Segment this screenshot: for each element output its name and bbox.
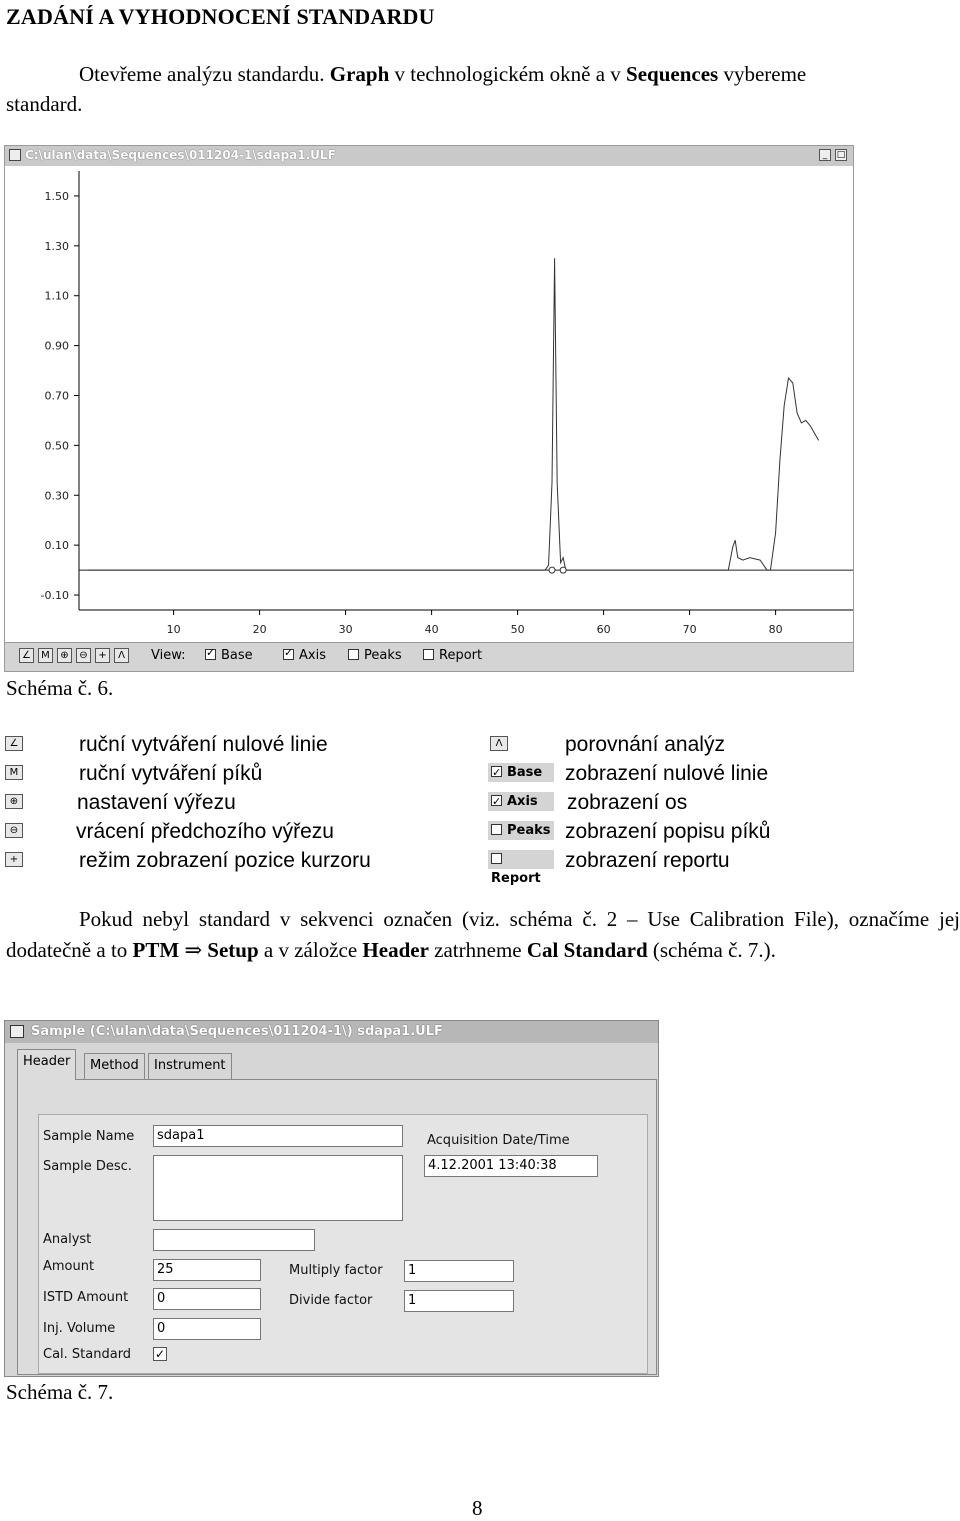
- legend-text: ruční vytváření píků: [79, 762, 263, 785]
- multiply-factor-label: Multiply factor: [289, 1263, 383, 1278]
- graph-window-titlebar: [5, 146, 853, 166]
- legend-axis-checkbox: [488, 792, 554, 811]
- para2-bold-header: Header: [362, 938, 429, 962]
- chromatogram-series-line: [88, 258, 819, 570]
- peaks-icon: M: [5, 765, 23, 780]
- peaks-icon[interactable]: M: [38, 648, 53, 663]
- para2-bold-ptm: PTM: [132, 938, 180, 962]
- tab-method[interactable]: Method: [84, 1053, 145, 1079]
- x-tick-label: 40: [424, 623, 439, 636]
- cursor-crosshair-icon: +: [5, 852, 23, 867]
- sample-desc-input[interactable]: [153, 1155, 403, 1221]
- chromatogram-chart: [5, 166, 853, 644]
- x-tick-label: 50: [510, 623, 525, 636]
- divide-factor-input[interactable]: 1: [404, 1290, 514, 1312]
- maximize-icon[interactable]: □: [836, 150, 846, 160]
- divide-factor-label: Divide factor: [289, 1293, 373, 1308]
- app-icon: [10, 1025, 24, 1038]
- checkbox-icon: [491, 824, 502, 835]
- y-tick-label: 0.90: [44, 339, 69, 353]
- sample-dialog-title: Sample (C:\ulan\data\Sequences\011204-1\) sdapa1.ULF: [31, 1024, 443, 1039]
- checkbox-label: Axis: [507, 794, 538, 809]
- intro-text-2: v technologickém okně a v: [389, 62, 627, 86]
- x-tick-label: 60: [596, 623, 611, 636]
- intro-line2: standard.: [6, 92, 83, 116]
- paragraph-calibration: [6, 904, 960, 966]
- legend-text: zobrazení popisu píků: [565, 820, 771, 843]
- intro-text-1: Otevřeme analýzu standardu.: [79, 62, 330, 86]
- legend-text: zobrazení os: [567, 791, 688, 814]
- cal-standard-checkbox[interactable]: ✓: [154, 1347, 166, 1361]
- y-tick-label: 1.10: [44, 289, 69, 303]
- checkbox-icon: [491, 853, 502, 864]
- checkbox-label: Peaks: [364, 648, 402, 663]
- caption-schema-7: Schéma č. 7.: [6, 1380, 114, 1404]
- zoom-in-icon[interactable]: ⊕: [57, 648, 72, 663]
- checkbox-label: Report: [491, 871, 541, 886]
- sample-desc-label: Sample Desc.: [43, 1159, 132, 1174]
- zoom-in-icon: ⊕: [5, 794, 23, 809]
- page-number: 8: [472, 1496, 483, 1520]
- para2-bold-setup: Setup: [207, 938, 259, 962]
- checkbox-label: Base: [221, 648, 253, 663]
- checkbox-label: Peaks: [507, 823, 551, 838]
- multiply-factor-input[interactable]: 1: [404, 1260, 514, 1282]
- tab-instrument[interactable]: Instrument: [148, 1053, 232, 1079]
- x-tick-label: 30: [338, 623, 353, 636]
- checkbox-label: Report: [439, 648, 483, 663]
- tab-header[interactable]: Header: [17, 1049, 76, 1080]
- istd-amount-label: ISTD Amount: [43, 1290, 129, 1305]
- intro-line1: [79, 60, 806, 89]
- para2-text-2: a v záložce: [258, 938, 363, 962]
- para2-arrow: ⇒: [179, 938, 208, 962]
- compare-icon[interactable]: Λ: [114, 648, 129, 663]
- legend-base-checkbox: [488, 763, 554, 782]
- graph-toolbar: [5, 642, 853, 671]
- sample-name-input[interactable]: sdapa1: [153, 1125, 403, 1147]
- x-tick-label: 70: [682, 623, 697, 636]
- view-axis-checkbox[interactable]: [283, 648, 326, 663]
- y-tick-label: 0.10: [44, 539, 69, 553]
- sample-dialog: [4, 1020, 659, 1377]
- graph-window-title: C:\ulan\data\Sequences\011204-1\sdapa1.ULF: [25, 148, 336, 162]
- header-panel: [17, 1079, 657, 1375]
- zoom-out-icon: ⊖: [5, 823, 23, 838]
- para2-text-1: Pokud nebyl standard v sekvenci označen (viz. schéma č. 2 – Use Calibration File), označíme jej dodatečně a to: [6, 907, 960, 962]
- y-tick-label: 0.50: [44, 439, 69, 453]
- checkbox-label: Base: [507, 765, 543, 780]
- y-tick-label: -0.10: [40, 589, 69, 603]
- para2-bold-cal-standard: Cal Standard: [526, 938, 648, 962]
- analyst-input[interactable]: [153, 1229, 315, 1251]
- checkbox-icon: [491, 766, 502, 777]
- sample-dialog-titlebar: [5, 1021, 658, 1043]
- acquisition-input[interactable]: 4.12.2001 13:40:38: [424, 1155, 598, 1177]
- checkbox-icon: [205, 649, 216, 660]
- y-tick-label: 1.30: [44, 239, 69, 253]
- view-base-checkbox[interactable]: [205, 648, 253, 663]
- cursor-crosshair-icon[interactable]: +: [95, 648, 110, 663]
- view-report-checkbox[interactable]: [423, 648, 482, 663]
- istd-amount-input[interactable]: 0: [153, 1288, 261, 1310]
- x-tick-label: 80: [768, 623, 783, 636]
- analyst-label: Analyst: [43, 1232, 92, 1247]
- y-tick-label: 0.30: [44, 489, 69, 503]
- page-heading: ZADÁNÍ A VYHODNOCENÍ STANDARDU: [6, 4, 435, 29]
- legend-text: ruční vytváření nulové linie: [79, 733, 328, 756]
- amount-input[interactable]: 25: [153, 1259, 261, 1281]
- app-icon: [9, 149, 21, 161]
- caption-schema-6: Schéma č. 6.: [6, 676, 114, 700]
- header-form: [38, 1114, 648, 1374]
- intro-bold-graph: Graph: [329, 62, 390, 86]
- legend-text: režim zobrazení pozice kurzoru: [79, 849, 371, 872]
- legend-text: zobrazení reportu: [565, 849, 730, 872]
- legend-text: vrácení předchozího výřezu: [76, 820, 334, 843]
- view-peaks-checkbox[interactable]: [348, 648, 402, 663]
- checkbox-icon: [348, 649, 359, 660]
- legend-text: nastavení výřezu: [77, 791, 236, 814]
- intro-text-3: vybereme: [718, 62, 807, 86]
- legend-text: zobrazení nulové linie: [565, 762, 769, 785]
- acquisition-label: Acquisition Date/Time: [427, 1133, 570, 1148]
- inj-volume-label: Inj. Volume: [43, 1321, 116, 1336]
- checkbox-icon: [423, 649, 434, 660]
- intro-bold-sequences: Sequences: [626, 62, 719, 86]
- para2-text-3: zatrhneme: [428, 938, 527, 962]
- y-tick-label: 1.50: [44, 189, 69, 203]
- legend-peaks-checkbox: [488, 821, 554, 840]
- peak-marker: [549, 567, 555, 573]
- checkbox-icon: [283, 649, 294, 660]
- baseline-icon: ∠: [5, 736, 23, 751]
- baseline-icon[interactable]: ∠: [19, 648, 34, 663]
- cal-standard-label: Cal. Standard: [43, 1347, 132, 1362]
- zoom-out-icon[interactable]: ⊖: [76, 648, 91, 663]
- sample-name-label: Sample Name: [43, 1129, 135, 1144]
- para2-text-4: (schéma č. 7.).: [647, 938, 776, 962]
- peak-marker: [560, 567, 566, 573]
- legend-report-checkbox: [488, 850, 554, 886]
- graph-window: [4, 145, 854, 672]
- y-tick-label: 0.70: [44, 389, 69, 403]
- amount-label: Amount: [43, 1259, 95, 1274]
- checkbox-label: Axis: [299, 648, 326, 663]
- checkbox-icon: [491, 795, 502, 806]
- compare-icon: Λ: [490, 736, 508, 751]
- legend-text: porovnání analýz: [565, 733, 725, 756]
- view-label: View:: [151, 648, 186, 663]
- x-tick-label: 10: [166, 623, 181, 636]
- minimize-icon[interactable]: _: [819, 149, 831, 161]
- inj-volume-input[interactable]: 0: [153, 1318, 261, 1340]
- x-tick-label: 20: [252, 623, 267, 636]
